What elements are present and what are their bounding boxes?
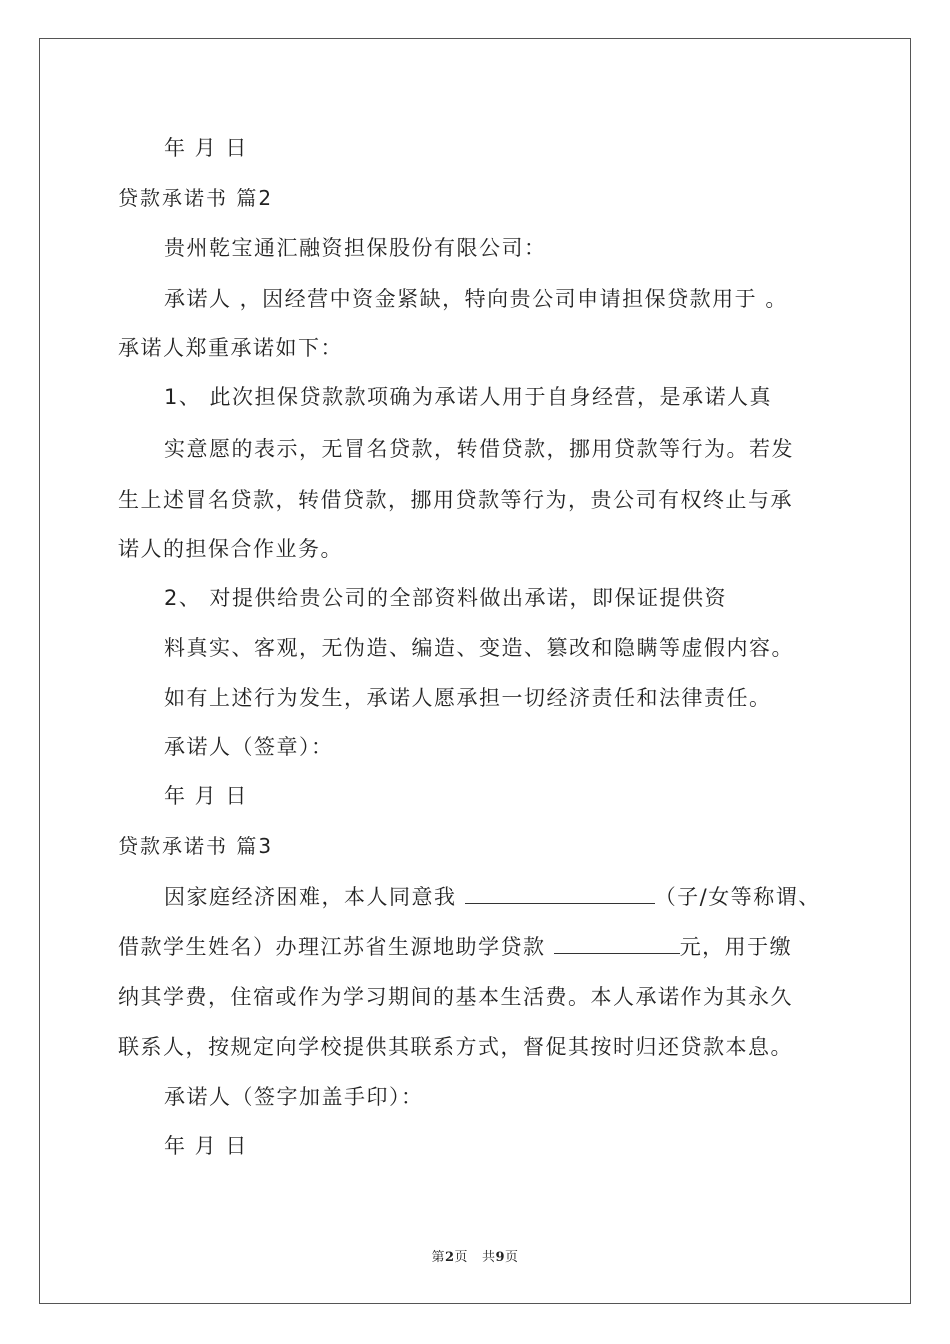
heading-section-3: 贷款承诺书 篇3	[118, 834, 274, 858]
date-line-3: 年 月 日	[164, 1134, 248, 1158]
footer-prefix: 第	[431, 1250, 445, 1265]
footer-total-prefix: 共	[481, 1250, 496, 1265]
fill-in-blank[interactable]	[554, 935, 680, 954]
page-footer	[0, 1246, 950, 1265]
date-line-2: 年 月 日	[164, 784, 248, 808]
footer-page-suffix: 页	[454, 1250, 469, 1265]
paragraph-line	[118, 933, 792, 961]
paragraph-line	[164, 883, 821, 911]
signature-line: 承诺人（签字加盖手印）：	[164, 1085, 424, 1109]
text-segment: 借款学生姓名）办理江苏省生源地助学贷款	[118, 935, 554, 959]
item-2-line: 2、 对提供给贵公司的全部资料做出承诺，即保证提供资	[164, 586, 728, 610]
item-1-line: 实意愿的表示，无冒名贷款，转借贷款，挪用贷款等行为。若发	[164, 437, 794, 461]
paragraph-line: 纳其学费，住宿或作为学习期间的基本生活费。本人承诺作为其永久	[118, 985, 793, 1009]
text-segment: （子/女等称谓、	[654, 885, 821, 909]
total-pages: 9	[495, 1250, 506, 1265]
paragraph-line: 联系人，按规定向学校提供其联系方式，督促其按时归还贷款本息。	[118, 1035, 793, 1059]
footer-total-suffix: 页	[505, 1250, 519, 1265]
text-segment: 元，用于缴	[679, 935, 793, 959]
item-1-line: 生上述冒名贷款，转借贷款，挪用贷款等行为，贵公司有权终止与承	[118, 488, 793, 512]
page-number: 2	[444, 1250, 455, 1265]
date-line-1: 年 月 日	[164, 136, 248, 160]
text-segment: 因家庭经济困难，本人同意我	[164, 885, 465, 909]
heading-section-2: 贷款承诺书 篇2	[118, 186, 274, 210]
paragraph-line: 承诺人郑重承诺如下：	[118, 336, 343, 360]
paragraph-line: 承诺人 ，因经营中资金紧缺，特向贵公司申请担保贷款用于 。	[164, 287, 788, 311]
item-1-line: 诺人的担保合作业务。	[118, 537, 343, 561]
fill-in-blank[interactable]	[465, 885, 655, 904]
item-2-line: 如有上述行为发生，承诺人愿承担一切经济责任和法律责任。	[164, 686, 772, 710]
signature-line: 承诺人（签章）：	[164, 735, 334, 759]
item-1-line: 1、 此次担保贷款款项确为承诺人用于自身经营，是承诺人真	[164, 385, 773, 409]
item-2-line: 料真实、客观，无伪造、编造、变造、篡改和隐瞒等虚假内容。	[164, 636, 794, 660]
addressee: 贵州乾宝通汇融资担保股份有限公司：	[164, 236, 547, 260]
